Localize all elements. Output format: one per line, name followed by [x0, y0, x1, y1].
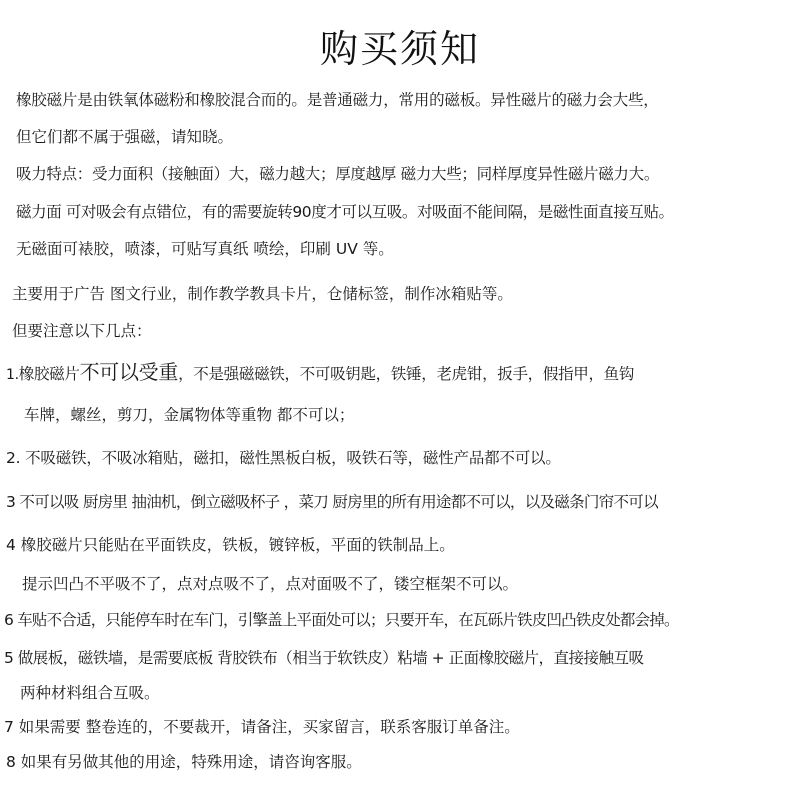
intro-line-2: 但它们都不属于强磁，请知晓。	[16, 128, 234, 146]
item-2-line: 2. 不吸磁铁，不吸冰箱贴，磁扣，磁性黑板白板，吸铁石等，磁性产品都不可以。	[6, 449, 561, 467]
item-7-line: 7 如果需要 整卷连的，不要裁开，请备注，买家留言，联系客服订单备注。	[4, 718, 520, 736]
item-3-line: 3 不可以吸 厨房里 抽油机，倒立磁吸杯子 ，菜刀 厨房里的所有用途都不可以，以及磁条门帘不可以	[6, 493, 658, 511]
notice-line: 但要注意以下几点：	[12, 322, 152, 340]
item-6-line: 6 车贴不合适，只能停车时在车门，引擎盖上平面处可以；只要开车，在瓦砾片铁皮凹凸铁皮处都会掉。	[4, 611, 679, 629]
usage-line: 主要用于广告 图文行业，制作教学教具卡片，仓储标签，制作冰箱贴等。	[12, 285, 513, 303]
page-title: 购买须知	[319, 27, 480, 71]
item-8-line: 8 如果有另做其他的用途，特殊用途，请咨询客服。	[6, 753, 362, 771]
non-magnetic-face-line: 无磁面可裱胶，喷漆，可贴写真纸 喷绘，印刷 UV 等。	[16, 240, 394, 258]
item-4-tip: 提示凹凸不平吸不了，点对点吸不了，点对面吸不了，镂空框架不可以。	[22, 575, 519, 593]
item-5-line: 5 做展板，磁铁墙，是需要底板 背胶铁布（相当于软铁皮）粘墙 + 正面橡胶磁片，直接接触互吸	[4, 649, 644, 667]
intro-line-1: 橡胶磁片是由铁氧体磁粉和橡胶混合而的。是普通磁力，常用的磁板。异性磁片的磁力会大些，	[16, 91, 659, 109]
item-1-text-b: ，不是强磁磁铁，不可吸钥匙，铁锤，老虎钳，扳手，假指甲，鱼钩	[178, 365, 635, 383]
item-4-line: 4 橡胶磁片只能贴在平面铁皮，铁板，镀锌板，平面的铁制品上。	[6, 536, 455, 554]
item-1-continuation: 车牌，螺丝，剪刀，金属物体等重物 都不可以；	[24, 406, 355, 424]
item-1-emphasis: 不可以受重	[79, 360, 179, 384]
item-5-continuation: 两种材料组合互吸。	[20, 684, 160, 702]
item-1-text-a: 橡胶磁片	[18, 365, 80, 383]
item-1-line	[6, 362, 634, 385]
item-1-number: 1.	[6, 367, 19, 383]
features-line: 吸力特点：受力面积（接触面）大，磁力越大；厚度越厚 磁力大些；同样厚度异性磁片磁力大。	[16, 165, 660, 183]
magnetic-face-line: 磁力面 可对吸会有点错位，有的需要旋转90度才可以互吸。对吸面不能间隔，是磁性面直接互贴。	[16, 203, 674, 221]
